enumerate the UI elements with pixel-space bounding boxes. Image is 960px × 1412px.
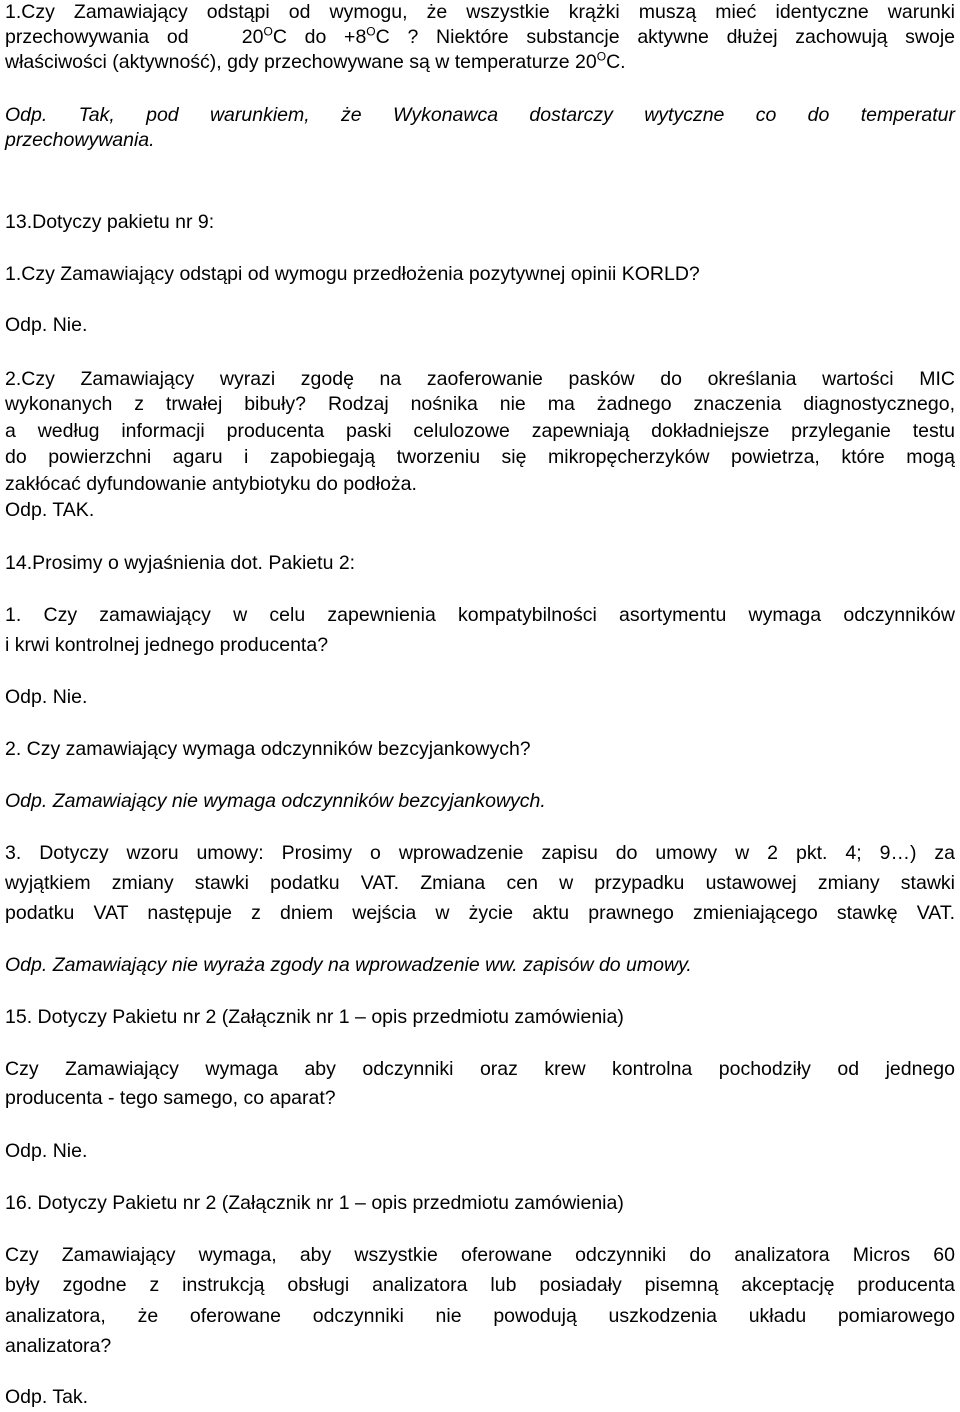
question-12-1-line-1: 1.Czy Zamawiający odstąpi od wymogu, że wszystkie krążki muszą mieć identyczne warunki [5, 1, 955, 23]
section-13-question-2-line-3: a według informacji producenta paski celulozowe zapewniają dokładniejsze przyleganie testu [5, 420, 955, 442]
temperature-value: 20 [575, 51, 597, 73]
degree-superscript: O [263, 24, 273, 39]
question-12-1-line-2 [5, 25, 955, 49]
answer-12-1-line-1: Odp. Tak, pod warunkiem, że Wykonawca dostarczy wytyczne co do temperatur [5, 104, 955, 126]
question-12-1-line-3 [5, 50, 955, 74]
section-16-question-line-4: analizatora? [5, 1335, 112, 1357]
temperature [206, 26, 241, 48]
section-14-question-2: 2. Czy zamawiający wymaga odczynników bezcyjankowych? [5, 738, 531, 760]
section-15-question-line-2: producenta - tego samego, co aparat? [5, 1087, 336, 1109]
degree-superscript: O [366, 24, 376, 39]
text: C do +8 [272, 26, 367, 48]
section-15-question-line-1: Czy Zamawiający wymaga aby odczynniki oraz krew kontrolna pochodziły od jednego [5, 1058, 955, 1080]
section-14-answer-3: Odp. Zamawiający nie wyraża zgody na wprowadzenie ww. zapisów do umowy. [5, 954, 692, 976]
section-16-heading: 16. Dotyczy Pakietu nr 2 (Załącznik nr 1 – opis przedmiotu zamówienia) [5, 1192, 624, 1214]
section-13-question-1: 1.Czy Zamawiający odstąpi od wymogu przedłożenia pozytywnej opinii KORLD? [5, 263, 700, 285]
section-14-question-3-line-2: wyjątkiem zmiany stawki podatku VAT. Zmiana cen w przypadku ustawowej zmiany stawki [5, 872, 955, 894]
section-14-question-1-line-1: 1. Czy zamawiający w celu zapewnienia kompatybilności asortymentu wymaga odczynników [5, 604, 955, 626]
section-16-answer: Odp. Tak. [5, 1386, 89, 1408]
section-13-answer-1: Odp. Nie. [5, 314, 88, 336]
section-15-heading: 15. Dotyczy Pakietu nr 2 (Załącznik nr 1 – opis przedmiotu zamówienia) [5, 1006, 624, 1028]
section-13-answer-2: Odp. TAK. [5, 499, 95, 521]
degree-superscript: O [596, 49, 607, 64]
temperature-value: 20 [241, 26, 264, 48]
answer-12-1-line-2: przechowywania. [5, 129, 155, 151]
text: właściwości (aktywność), gdy przechowywane są w temperaturze [5, 51, 570, 73]
section-13-question-2-line-5: zakłócać dyfundowanie antybiotyku do podłoża. [5, 473, 417, 495]
section-14-heading: 14.Prosimy o wyjaśnienia dot. Pakietu 2: [5, 552, 356, 574]
section-16-question-line-1: Czy Zamawiający wymaga, aby wszystkie oferowane odczynniki do analizatora Micros 60 [5, 1244, 955, 1266]
section-13-question-2-line-1: 2.Czy Zamawiający wyrazi zgodę na zaoferowanie pasków do określania wartości MIC [5, 368, 955, 390]
section-14-question-1-line-2: i krwi kontrolnej jednego producenta? [5, 634, 329, 656]
section-13-heading: 13.Dotyczy pakietu nr 9: [5, 211, 215, 233]
section-15-answer: Odp. Nie. [5, 1140, 88, 1162]
section-14-answer-2: Odp. Zamawiający nie wymaga odczynników bezcyjankowych. [5, 790, 546, 812]
section-14-answer-1: Odp. Nie. [5, 686, 88, 708]
text: Rodzaj nośnika nie ma żadnego znaczenia diagnostycznego, [306, 393, 955, 415]
section-16-question-line-3: analizatora, że oferowane odczynniki nie powodują uszkodzenia układu pomiarowego [5, 1305, 955, 1327]
text: C. [606, 51, 626, 73]
section-14-question-3-line-3: podatku VAT następuje z dniem wejścia w życie aktu prawnego zmieniającego stawkę VAT. [5, 902, 955, 924]
text: C ? Niektóre substancje aktywne dłużej zachowują swoje [375, 26, 955, 48]
section-16-question-line-2: były zgodne z instrukcją obsługi analizatora lub posiadały pisemną akceptację producenta [5, 1274, 955, 1296]
section-13-question-2-line-4: do powierzchni agaru i zapobiegają tworzeniu się mikropęcherzyków powietrza, które mogą [5, 446, 955, 468]
text: przechowywania od [5, 26, 207, 48]
section-13-question-2-line-2 [5, 392, 955, 416]
text: wykonanych z trwałej bibuły? [5, 393, 307, 415]
section-14-question-3-line-1: 3. Dotyczy wzoru umowy: Prosimy o wprowadzenie zapisu do umowy w 2 pkt. 4; 9…) za [5, 842, 955, 864]
